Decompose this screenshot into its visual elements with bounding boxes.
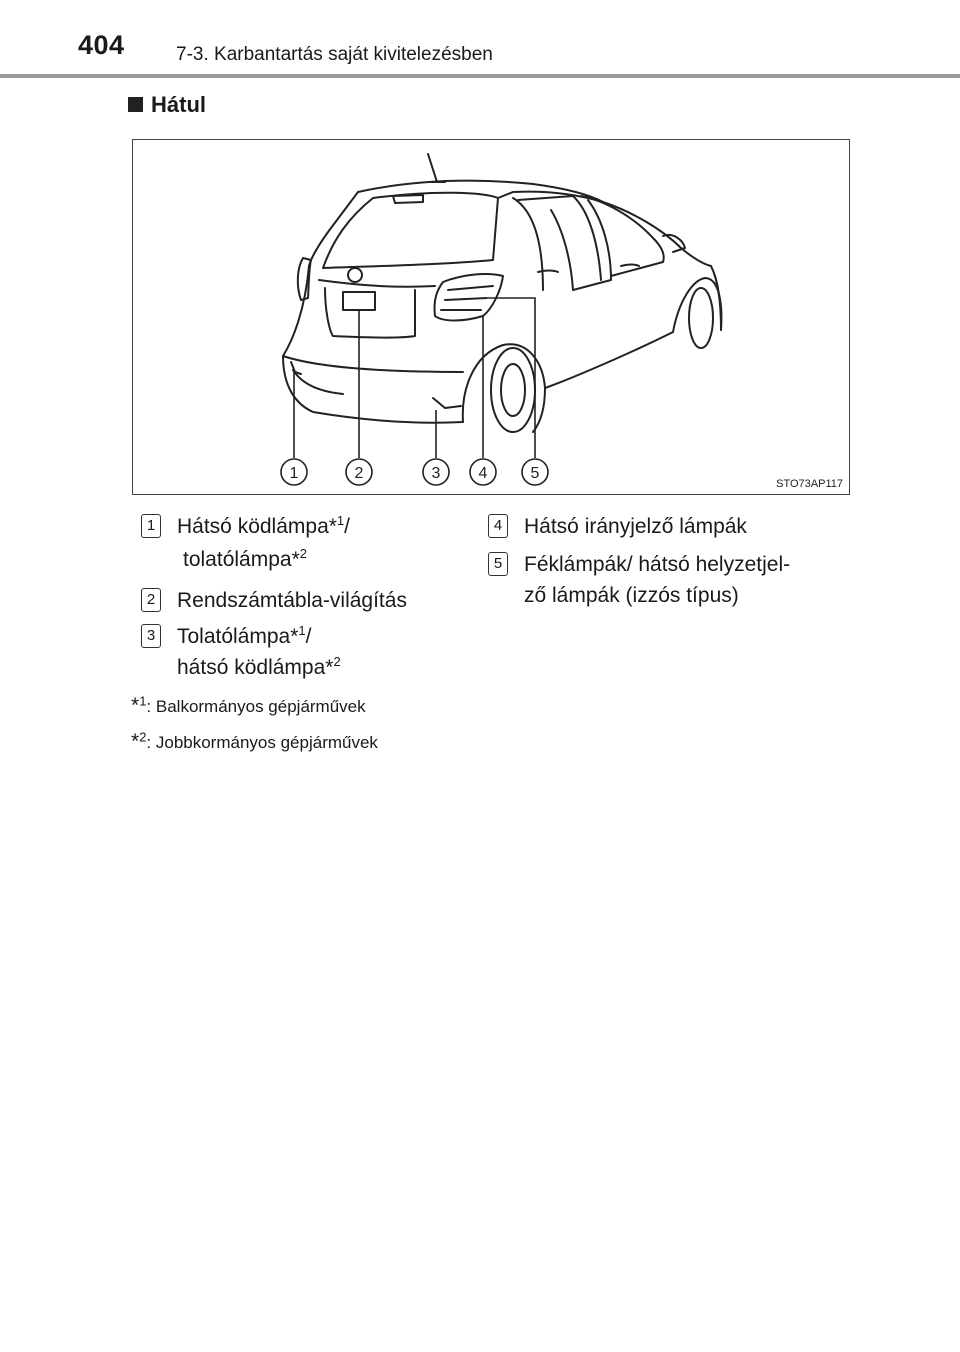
footnote-mark: * [131, 730, 140, 753]
footnote-number: 1 [139, 693, 147, 709]
legend-item [488, 550, 848, 614]
footnote-text: : Balkormányos gépjárművek [146, 697, 366, 716]
legend-item [141, 622, 461, 688]
chapter-title: 7-3. Karbantartás saját kivitelezésben [176, 44, 493, 65]
figure-code: STO73AP117 [776, 478, 843, 490]
legend-text: hátsó ködlámpa* [177, 656, 334, 679]
square-bullet-icon [128, 97, 143, 112]
legend-text: Tolatólámpa* [177, 625, 299, 648]
legend-number: 2 [141, 588, 161, 612]
legend-text: Hátsó ködlámpa* [177, 515, 337, 538]
legend-number: 1 [141, 514, 161, 538]
footnote [131, 694, 366, 718]
callout-label: 5 [530, 465, 540, 482]
legend-text: / [344, 515, 350, 538]
footnote-ref: 1 [336, 513, 345, 528]
legend-text: ző lámpák (izzós típus) [524, 584, 739, 607]
header-rule [0, 74, 960, 78]
legend-text: / [305, 625, 312, 648]
footnote-number: 2 [139, 729, 147, 745]
legend-item [141, 586, 461, 618]
footnote-mark: * [131, 694, 140, 717]
legend-item [488, 512, 848, 544]
callout-label: 3 [431, 465, 441, 482]
legend-text: Féklámpák/ hátsó helyzetjel- [524, 553, 791, 576]
footnote-ref: 2 [299, 546, 307, 561]
footnote-ref: 1 [298, 623, 306, 638]
callout-label: 1 [289, 465, 299, 482]
legend-text: Hátsó irányjelző lámpák [524, 515, 747, 538]
legend-number: 4 [488, 514, 508, 538]
legend-text: tolatólámpa* [183, 548, 300, 571]
car-rear-illustration [133, 140, 851, 496]
page-number: 404 [78, 30, 125, 60]
callout-label: 4 [478, 465, 488, 482]
footnote [131, 730, 378, 754]
legend-number: 3 [141, 624, 161, 648]
legend-number: 5 [488, 552, 508, 576]
callout-label: 2 [354, 465, 364, 482]
section-title: Hátul [151, 92, 206, 117]
rear-lights-figure [132, 139, 850, 495]
legend-text: Rendszámtábla-világítás [177, 589, 407, 612]
section-heading [128, 92, 206, 118]
footnote-text: : Jobbkormányos gépjárművek [146, 733, 378, 752]
legend-item [141, 512, 461, 578]
footnote-ref: 2 [333, 654, 341, 669]
